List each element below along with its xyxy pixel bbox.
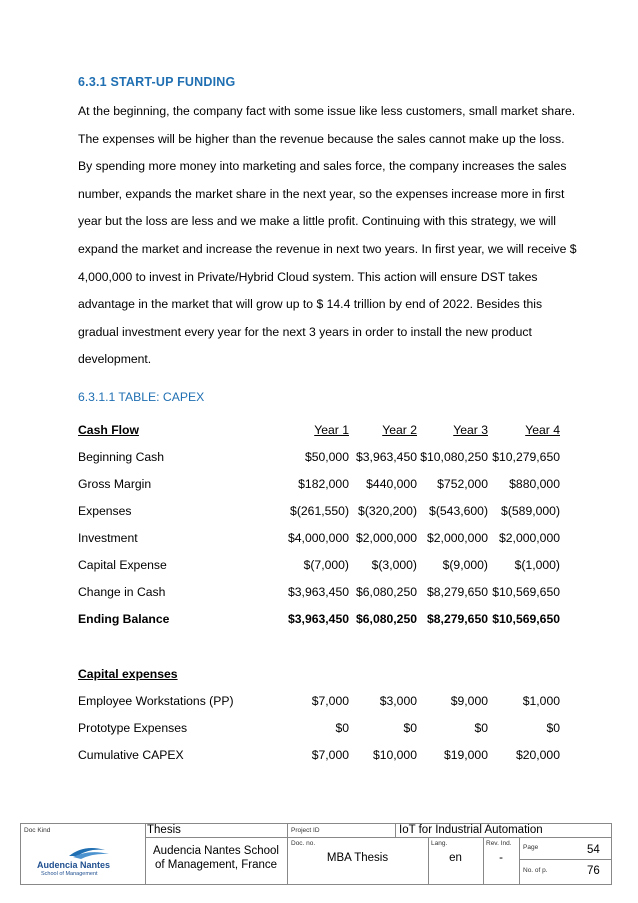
project-id-value: IoT for Industrial Automation bbox=[399, 824, 543, 836]
cell: $2,000,000 bbox=[356, 531, 417, 545]
rev-value: - bbox=[499, 852, 503, 864]
table-row bbox=[78, 531, 560, 549]
paragraph-line: 4,000,000 to invest in Private/Hybrid Cloud system. This action will ensure DST takes bbox=[78, 269, 538, 284]
header-year: Year 3 bbox=[453, 423, 488, 437]
cell: $(320,200) bbox=[358, 504, 417, 518]
cell: $19,000 bbox=[443, 748, 488, 762]
doc-no-label: Doc. no. bbox=[291, 840, 316, 847]
page-count: 76 bbox=[587, 865, 600, 877]
paragraph-line: The expenses will be higher than the revenue because the sales cannot make up the loss. bbox=[78, 131, 565, 146]
cell: $8,279,650 bbox=[427, 585, 488, 599]
cell: $2,000,000 bbox=[499, 531, 560, 545]
cell: $(1,000) bbox=[514, 558, 560, 572]
row-label: Prototype Expenses bbox=[78, 721, 188, 735]
table-row bbox=[78, 450, 560, 468]
document-footer bbox=[20, 823, 612, 885]
cell: $10,569,650 bbox=[492, 585, 560, 599]
cell: $0 bbox=[474, 721, 488, 735]
school-name: Audencia Nantes School of Management, France bbox=[153, 845, 279, 871]
table-row bbox=[78, 477, 560, 495]
lang-label: Lang. bbox=[431, 840, 448, 847]
cell: $1,000 bbox=[522, 694, 560, 708]
paragraph-line: gradual investment every year for the next 3 years in order to install the new product bbox=[78, 324, 532, 339]
row-label: Gross Margin bbox=[78, 477, 152, 491]
table-row-total bbox=[78, 612, 560, 630]
lang-value: en bbox=[449, 852, 462, 864]
cell: $182,000 bbox=[298, 477, 349, 491]
header-year: Year 1 bbox=[314, 423, 349, 437]
cell: $10,080,250 bbox=[420, 450, 488, 464]
cell: $(9,000) bbox=[442, 558, 488, 572]
cell: $880,000 bbox=[509, 477, 560, 491]
logo-text: Audencia Nantes bbox=[37, 860, 111, 870]
row-label: Ending Balance bbox=[78, 612, 170, 626]
cell: $440,000 bbox=[366, 477, 417, 491]
table-row bbox=[78, 748, 560, 766]
cell: $9,000 bbox=[450, 694, 488, 708]
row-label: Cumulative CAPEX bbox=[78, 748, 184, 762]
paragraph-line: number, expands the market share in the next year, so the expenses increase more in first bbox=[78, 186, 565, 201]
table-header-row bbox=[78, 423, 560, 441]
capital-heading-row bbox=[78, 667, 560, 685]
row-label: Expenses bbox=[78, 504, 132, 518]
table-row bbox=[78, 558, 560, 576]
page-number: 54 bbox=[587, 844, 600, 856]
header-year: Year 4 bbox=[525, 423, 560, 437]
page-label: Page bbox=[523, 844, 539, 851]
cell: $(589,000) bbox=[501, 504, 560, 518]
cell: $8,279,650 bbox=[427, 612, 488, 626]
paragraph-line: At the beginning, the company fact with some issue like less customers, small market share. bbox=[78, 104, 576, 118]
cell: $(7,000) bbox=[303, 558, 349, 572]
header-label: Cash Flow bbox=[78, 423, 139, 437]
doc-kind-label: Doc Kind bbox=[24, 827, 51, 834]
row-label: Capital Expense bbox=[78, 558, 167, 572]
capital-heading: Capital expenses bbox=[78, 667, 178, 681]
cell: $3,963,450 bbox=[356, 450, 417, 464]
cell: $7,000 bbox=[311, 694, 349, 708]
table-row bbox=[78, 504, 560, 522]
section-heading: 6.3.1 START-UP FUNDING bbox=[78, 75, 236, 89]
cell: $(261,550) bbox=[290, 504, 349, 518]
logo-subtext: School of Management bbox=[41, 871, 98, 877]
audencia-logo bbox=[29, 842, 139, 880]
cell: $10,000 bbox=[372, 748, 417, 762]
row-label: Investment bbox=[78, 531, 138, 545]
table-row bbox=[78, 694, 560, 712]
doc-no-value: MBA Thesis bbox=[326, 852, 389, 864]
cell: $0 bbox=[403, 721, 417, 735]
pages-label: No. of p. bbox=[523, 867, 548, 874]
section-paragraph bbox=[78, 98, 577, 374]
cell: $10,569,650 bbox=[492, 612, 560, 626]
cell: $10,279,650 bbox=[492, 450, 560, 464]
cell: $4,000,000 bbox=[288, 531, 349, 545]
rev-label: Rev. Ind. bbox=[486, 840, 512, 847]
cell: $(543,600) bbox=[429, 504, 488, 518]
header-year: Year 2 bbox=[382, 423, 417, 437]
row-label: Change in Cash bbox=[78, 585, 166, 599]
project-id-label: Project ID bbox=[291, 827, 320, 834]
row-label: Beginning Cash bbox=[78, 450, 165, 464]
cell: $7,000 bbox=[311, 748, 349, 762]
cell: $3,000 bbox=[379, 694, 417, 708]
paragraph-line: By spending more money into marketing and sales force, the company increases the sales bbox=[78, 159, 567, 174]
doc-kind-value: Thesis bbox=[147, 824, 181, 836]
cell: $752,000 bbox=[437, 477, 488, 491]
cell: $20,000 bbox=[515, 748, 560, 762]
cell: $0 bbox=[335, 721, 349, 735]
paragraph-line: advantage in the market that will grow up to $ 14.4 trillion by end of 2022. Besides this bbox=[78, 297, 543, 312]
paragraph-line: year but the loss are less and we make a little profit. Continuing with this strategy, we will bbox=[78, 214, 557, 229]
cell: $0 bbox=[546, 721, 560, 735]
row-label: Employee Workstations (PP) bbox=[78, 694, 234, 708]
table-subheading: 6.3.1.1 TABLE: CAPEX bbox=[78, 390, 205, 404]
table-row bbox=[78, 721, 560, 739]
cell: $6,080,250 bbox=[356, 585, 417, 599]
paragraph-line: development. bbox=[78, 352, 152, 367]
paragraph-line: expand the market and increase the revenue in next two years. In first year, we will receive $ bbox=[78, 241, 577, 256]
cell: $6,080,250 bbox=[356, 612, 417, 626]
cell: $(3,000) bbox=[371, 558, 417, 572]
cell: $3,963,450 bbox=[288, 585, 349, 599]
cell: $50,000 bbox=[304, 450, 349, 464]
cell: $3,963,450 bbox=[288, 612, 349, 626]
cell: $2,000,000 bbox=[427, 531, 488, 545]
table-row bbox=[78, 585, 560, 603]
